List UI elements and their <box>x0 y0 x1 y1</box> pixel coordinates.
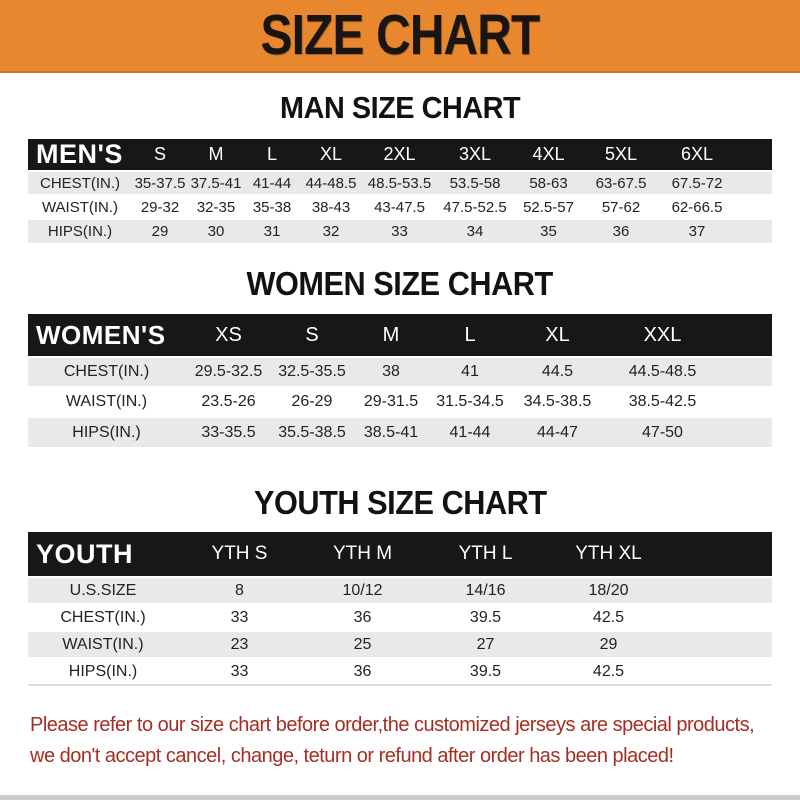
size-cell: 36 <box>584 219 658 243</box>
size-cell: 67.5-72 <box>658 171 736 195</box>
size-cell: 33 <box>178 604 301 631</box>
size-cell: 32-35 <box>188 195 244 219</box>
size-cell: 29-32 <box>132 195 188 219</box>
spacer-cell <box>736 139 772 171</box>
size-cell: 30 <box>188 219 244 243</box>
women-header-label: WOMEN'S <box>28 314 185 357</box>
size-cell: 35-38 <box>244 195 300 219</box>
spacer-cell <box>670 604 772 631</box>
women-col-header: S <box>272 314 352 357</box>
women-waist-row <box>28 387 772 417</box>
size-cell: 38-43 <box>300 195 362 219</box>
size-cell: 25 <box>301 631 424 658</box>
men-col-header: 2XL <box>362 139 437 171</box>
row-label: HIPS(IN.) <box>28 219 132 243</box>
men-col-header: S <box>132 139 188 171</box>
men-section-title: MAN SIZE CHART <box>279 90 521 125</box>
size-cell: 52.5-57 <box>513 195 584 219</box>
spacer-cell <box>720 387 772 417</box>
youth-col-header: YTH XL <box>547 532 670 577</box>
size-cell: 62-66.5 <box>658 195 736 219</box>
spacer-cell <box>670 532 772 577</box>
size-cell: 34 <box>437 219 513 243</box>
size-cell: 29.5-32.5 <box>185 357 272 387</box>
men-waist-row <box>28 195 772 219</box>
size-chart-banner <box>0 0 800 73</box>
row-label: WAIST(IN.) <box>28 631 178 658</box>
women-col-header: XXL <box>605 314 720 357</box>
spacer-cell <box>670 658 772 685</box>
youth-col-header: YTH S <box>178 532 301 577</box>
size-cell: 44-48.5 <box>300 171 362 195</box>
size-cell: 38.5-41 <box>352 417 430 447</box>
size-cell: 44.5-48.5 <box>605 357 720 387</box>
size-cell: 44-47 <box>510 417 605 447</box>
size-cell: 35-37.5 <box>132 171 188 195</box>
size-cell: 44.5 <box>510 357 605 387</box>
youth-size-table <box>28 532 772 686</box>
size-cell: 31 <box>244 219 300 243</box>
size-cell: 42.5 <box>547 604 670 631</box>
size-cell: 33-35.5 <box>185 417 272 447</box>
size-cell: 37 <box>658 219 736 243</box>
spacer-cell <box>736 171 772 195</box>
youth-waist-row <box>28 631 772 658</box>
order-disclaimer <box>30 710 772 772</box>
women-col-header: XL <box>510 314 605 357</box>
women-chest-row <box>28 357 772 387</box>
men-hips-row <box>28 219 772 243</box>
size-cell: 37.5-41 <box>188 171 244 195</box>
row-label: HIPS(IN.) <box>28 417 185 447</box>
disclaimer-line-2: we don't accept cancel, change, teturn or refund after order has been placed! <box>30 745 674 767</box>
size-cell: 29 <box>547 631 670 658</box>
spacer-cell <box>720 357 772 387</box>
youth-ussize-row <box>28 577 772 604</box>
row-label: CHEST(IN.) <box>28 604 178 631</box>
spacer-cell <box>736 219 772 243</box>
size-cell: 23 <box>178 631 301 658</box>
youth-col-header: YTH M <box>301 532 424 577</box>
size-cell: 33 <box>362 219 437 243</box>
spacer-cell <box>720 314 772 357</box>
row-label: CHEST(IN.) <box>28 171 132 195</box>
size-cell: 47.5-52.5 <box>437 195 513 219</box>
size-cell: 32.5-35.5 <box>272 357 352 387</box>
men-header-row <box>28 139 772 171</box>
size-cell: 43-47.5 <box>362 195 437 219</box>
size-cell: 34.5-38.5 <box>510 387 605 417</box>
size-cell: 41-44 <box>430 417 510 447</box>
size-cell: 18/20 <box>547 577 670 604</box>
men-size-table <box>28 139 772 243</box>
row-label: WAIST(IN.) <box>28 387 185 417</box>
men-col-header: XL <box>300 139 362 171</box>
size-cell: 42.5 <box>547 658 670 685</box>
youth-chest-row <box>28 604 772 631</box>
size-cell: 32 <box>300 219 362 243</box>
row-label: U.S.SIZE <box>28 577 178 604</box>
size-cell: 35.5-38.5 <box>272 417 352 447</box>
size-cell: 8 <box>178 577 301 604</box>
size-cell: 35 <box>513 219 584 243</box>
size-cell: 10/12 <box>301 577 424 604</box>
youth-header-row <box>28 532 772 577</box>
size-cell: 47-50 <box>605 417 720 447</box>
size-cell: 39.5 <box>424 604 547 631</box>
size-cell: 31.5-34.5 <box>430 387 510 417</box>
banner-title: SIZE CHART <box>260 3 540 67</box>
spacer-cell <box>670 631 772 658</box>
row-label: CHEST(IN.) <box>28 357 185 387</box>
women-header-row <box>28 314 772 357</box>
men-header-label: MEN'S <box>28 139 132 171</box>
men-col-header: 3XL <box>437 139 513 171</box>
men-col-header: 4XL <box>513 139 584 171</box>
spacer-cell <box>670 577 772 604</box>
size-cell: 48.5-53.5 <box>362 171 437 195</box>
youth-col-header: YTH L <box>424 532 547 577</box>
youth-section-title: YOUTH SIZE CHART <box>253 484 547 521</box>
spacer-cell <box>720 417 772 447</box>
youth-hips-row <box>28 658 772 685</box>
women-size-table <box>28 314 772 447</box>
disclaimer-line-1: Please refer to our size chart before order,the customized jerseys are special products, <box>30 714 755 736</box>
women-col-header: L <box>430 314 510 357</box>
men-col-header: 5XL <box>584 139 658 171</box>
row-label: WAIST(IN.) <box>28 195 132 219</box>
size-cell: 41-44 <box>244 171 300 195</box>
size-cell: 26-29 <box>272 387 352 417</box>
men-col-header: L <box>244 139 300 171</box>
men-chest-row <box>28 171 772 195</box>
size-cell: 23.5-26 <box>185 387 272 417</box>
size-cell: 14/16 <box>424 577 547 604</box>
women-section-title: WOMEN SIZE CHART <box>246 265 554 302</box>
size-cell: 29-31.5 <box>352 387 430 417</box>
size-cell: 53.5-58 <box>437 171 513 195</box>
size-cell: 58-63 <box>513 171 584 195</box>
size-cell: 41 <box>430 357 510 387</box>
size-cell: 57-62 <box>584 195 658 219</box>
size-cell: 36 <box>301 604 424 631</box>
size-cell: 29 <box>132 219 188 243</box>
size-cell: 38.5-42.5 <box>605 387 720 417</box>
size-cell: 33 <box>178 658 301 685</box>
women-hips-row <box>28 417 772 447</box>
size-cell: 63-67.5 <box>584 171 658 195</box>
women-col-header: M <box>352 314 430 357</box>
size-cell: 38 <box>352 357 430 387</box>
youth-header-label: YOUTH <box>28 532 178 577</box>
men-col-header: M <box>188 139 244 171</box>
size-cell: 39.5 <box>424 658 547 685</box>
size-cell: 36 <box>301 658 424 685</box>
bottom-edge-strip <box>0 795 800 800</box>
row-label: HIPS(IN.) <box>28 658 178 685</box>
women-col-header: XS <box>185 314 272 357</box>
men-col-header: 6XL <box>658 139 736 171</box>
spacer-cell <box>736 195 772 219</box>
size-cell: 27 <box>424 631 547 658</box>
